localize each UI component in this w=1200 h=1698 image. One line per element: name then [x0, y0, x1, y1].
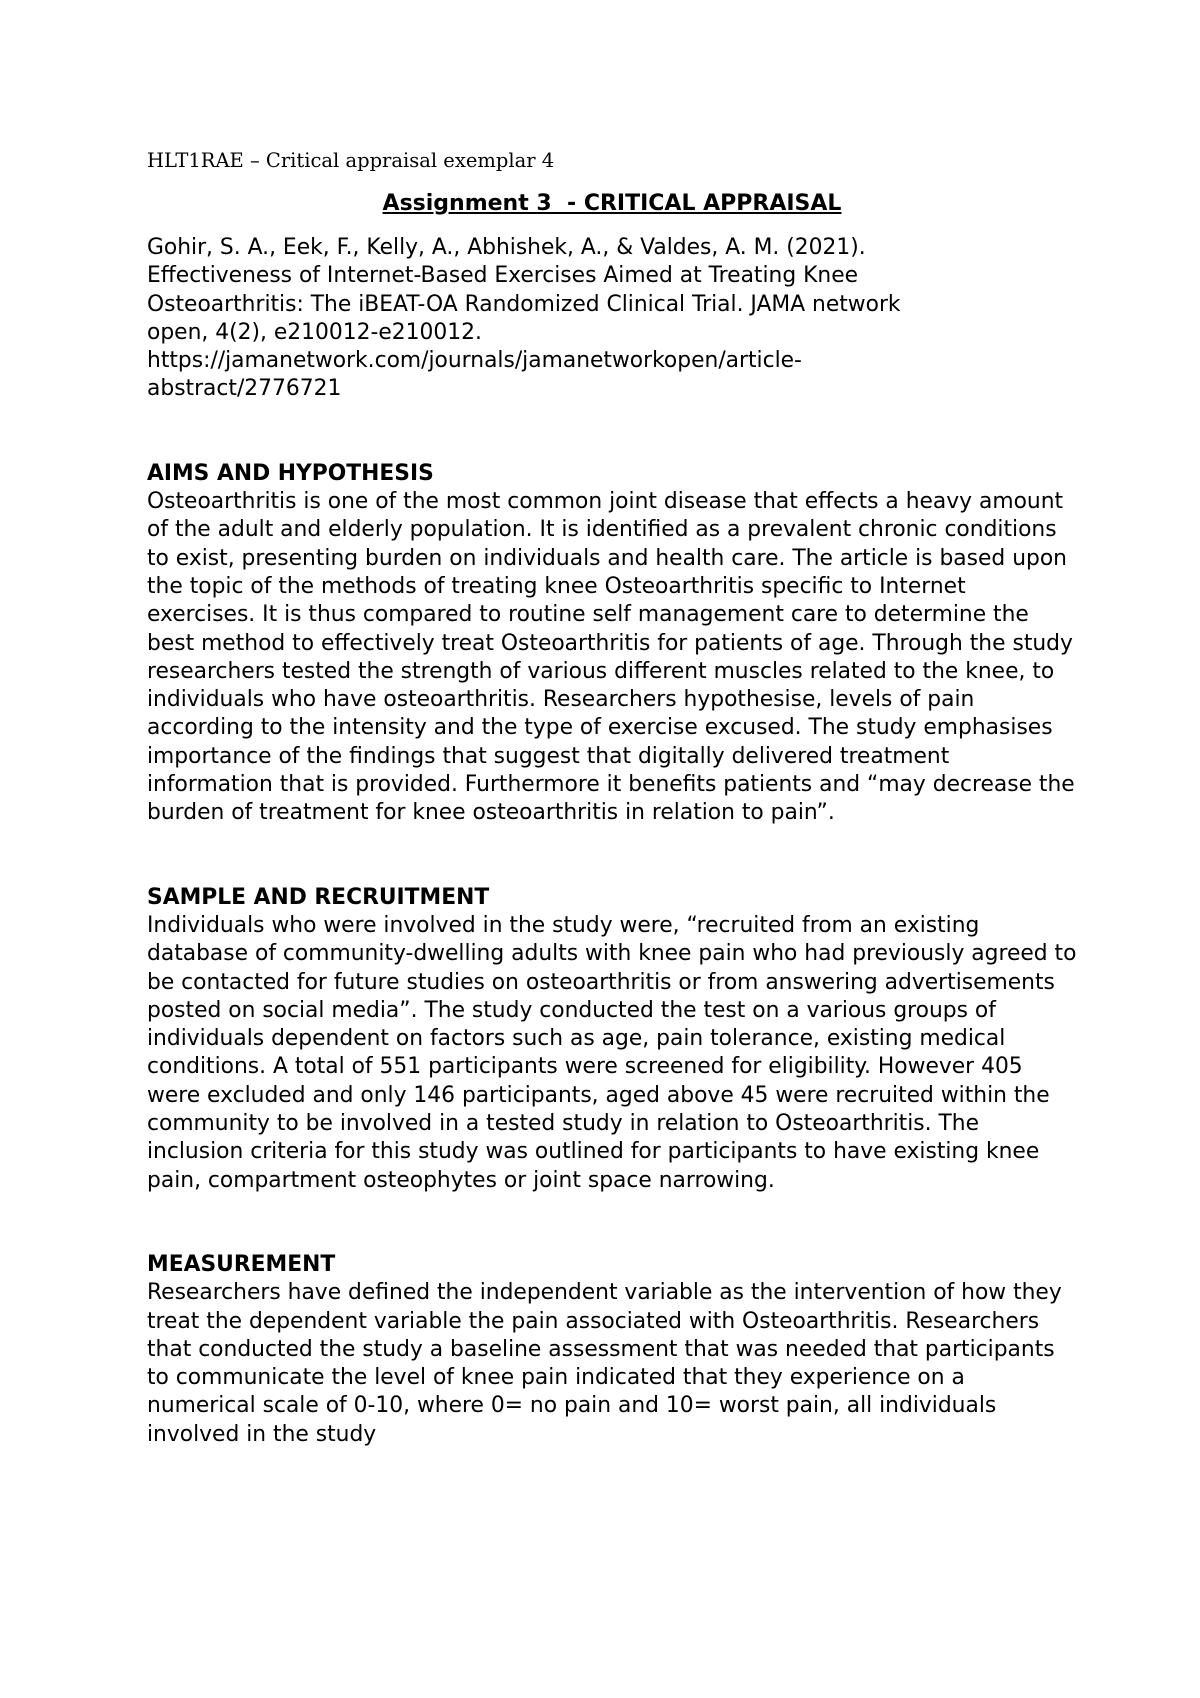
citation-url-line: abstract/2776721: [147, 376, 342, 402]
citation-line: Osteoarthritis: The iBEAT-OA Randomized Clinical Trial. JAMA network: [147, 291, 901, 317]
citation-line: open, 4(2), e210012-e210012.: [147, 319, 482, 345]
section-aims-hypothesis: [147, 460, 1077, 828]
document-content: [147, 148, 1077, 1449]
reference-citation: [147, 234, 1037, 404]
section-paragraph: Individuals who were involved in the study were, “recruited from an existing database of community-dwelling adults with knee pain who had previously agreed to be contacted for future studies on osteoarthritis or from answering advertisements posted on social media”. The study conducted the test on a various groups of individuals dependent on factors such as age, pain tolerance, existing medical conditions. A total of 551 participants were screened for eligibility. However 405 were excluded and only 146 participants, aged above 45 were recruited within the community to be involved in a tested study in relation to Osteoarthritis. The inclusion criteria for this study was outlined for participants to have existing knee pain, compartment osteophytes or joint space narrowing.: [147, 912, 1077, 1193]
section-heading: AIMS AND HYPOTHESIS: [147, 460, 434, 486]
citation-line: Effectiveness of Internet-Based Exercises Aimed at Treating Knee: [147, 263, 859, 289]
section-sample-recruitment: [147, 884, 1077, 1195]
citation-url-line: https://jamanetwork.com/journals/jamanetworkopen/article-: [147, 348, 802, 374]
section-heading: MEASUREMENT: [147, 1251, 336, 1277]
section-paragraph: Researchers have defined the independent variable as the intervention of how they treat the dependent variable the pain associated with Osteoarthritis. Researchers that conducted the study a baseline assessment that was needed that participants to communicate the level of knee pain indicated that they experience on a numerical scale of 0-10, where 0= no pain and 10= worst pain, all individuals involved in the study: [147, 1280, 1062, 1447]
section-heading: SAMPLE AND RECRUITMENT: [147, 884, 490, 910]
section-measurement: [147, 1251, 1077, 1449]
citation-line: Gohir, S. A., Eek, F., Kelly, A., Abhishek, A., & Valdes, A. M. (2021).: [147, 235, 866, 260]
section-paragraph: Osteoarthritis is one of the most common joint disease that effects a heavy amount of the adult and elderly population. It is identified as a prevalent chronic conditions to exist, presenting burden on individuals and health care. The article is based upon the topic of the methods of treating knee Osteoarthritis specific to Internet exercises. It is thus compared to routine self management care to determine the best method to effectively treat Osteoarthritis for patients of age. Through the study researchers tested the strength of various different muscles related to the knee, to individuals who have osteoarthritis. Researchers hypothesise, levels of pain according to the intensity and the type of exercise excused. The study emphasises importance of the findings that suggest that digitally delivered treatment information that is provided. Furthermore it benefits patients and “may decrease the burden of treatment for knee osteoarthritis in relation to pain”.: [147, 489, 1075, 826]
exemplar-header: HLT1RAE – Critical appraisal exemplar 4: [147, 149, 555, 172]
document-title: Assignment 3 - CRITICAL APPRAISAL: [382, 191, 842, 216]
